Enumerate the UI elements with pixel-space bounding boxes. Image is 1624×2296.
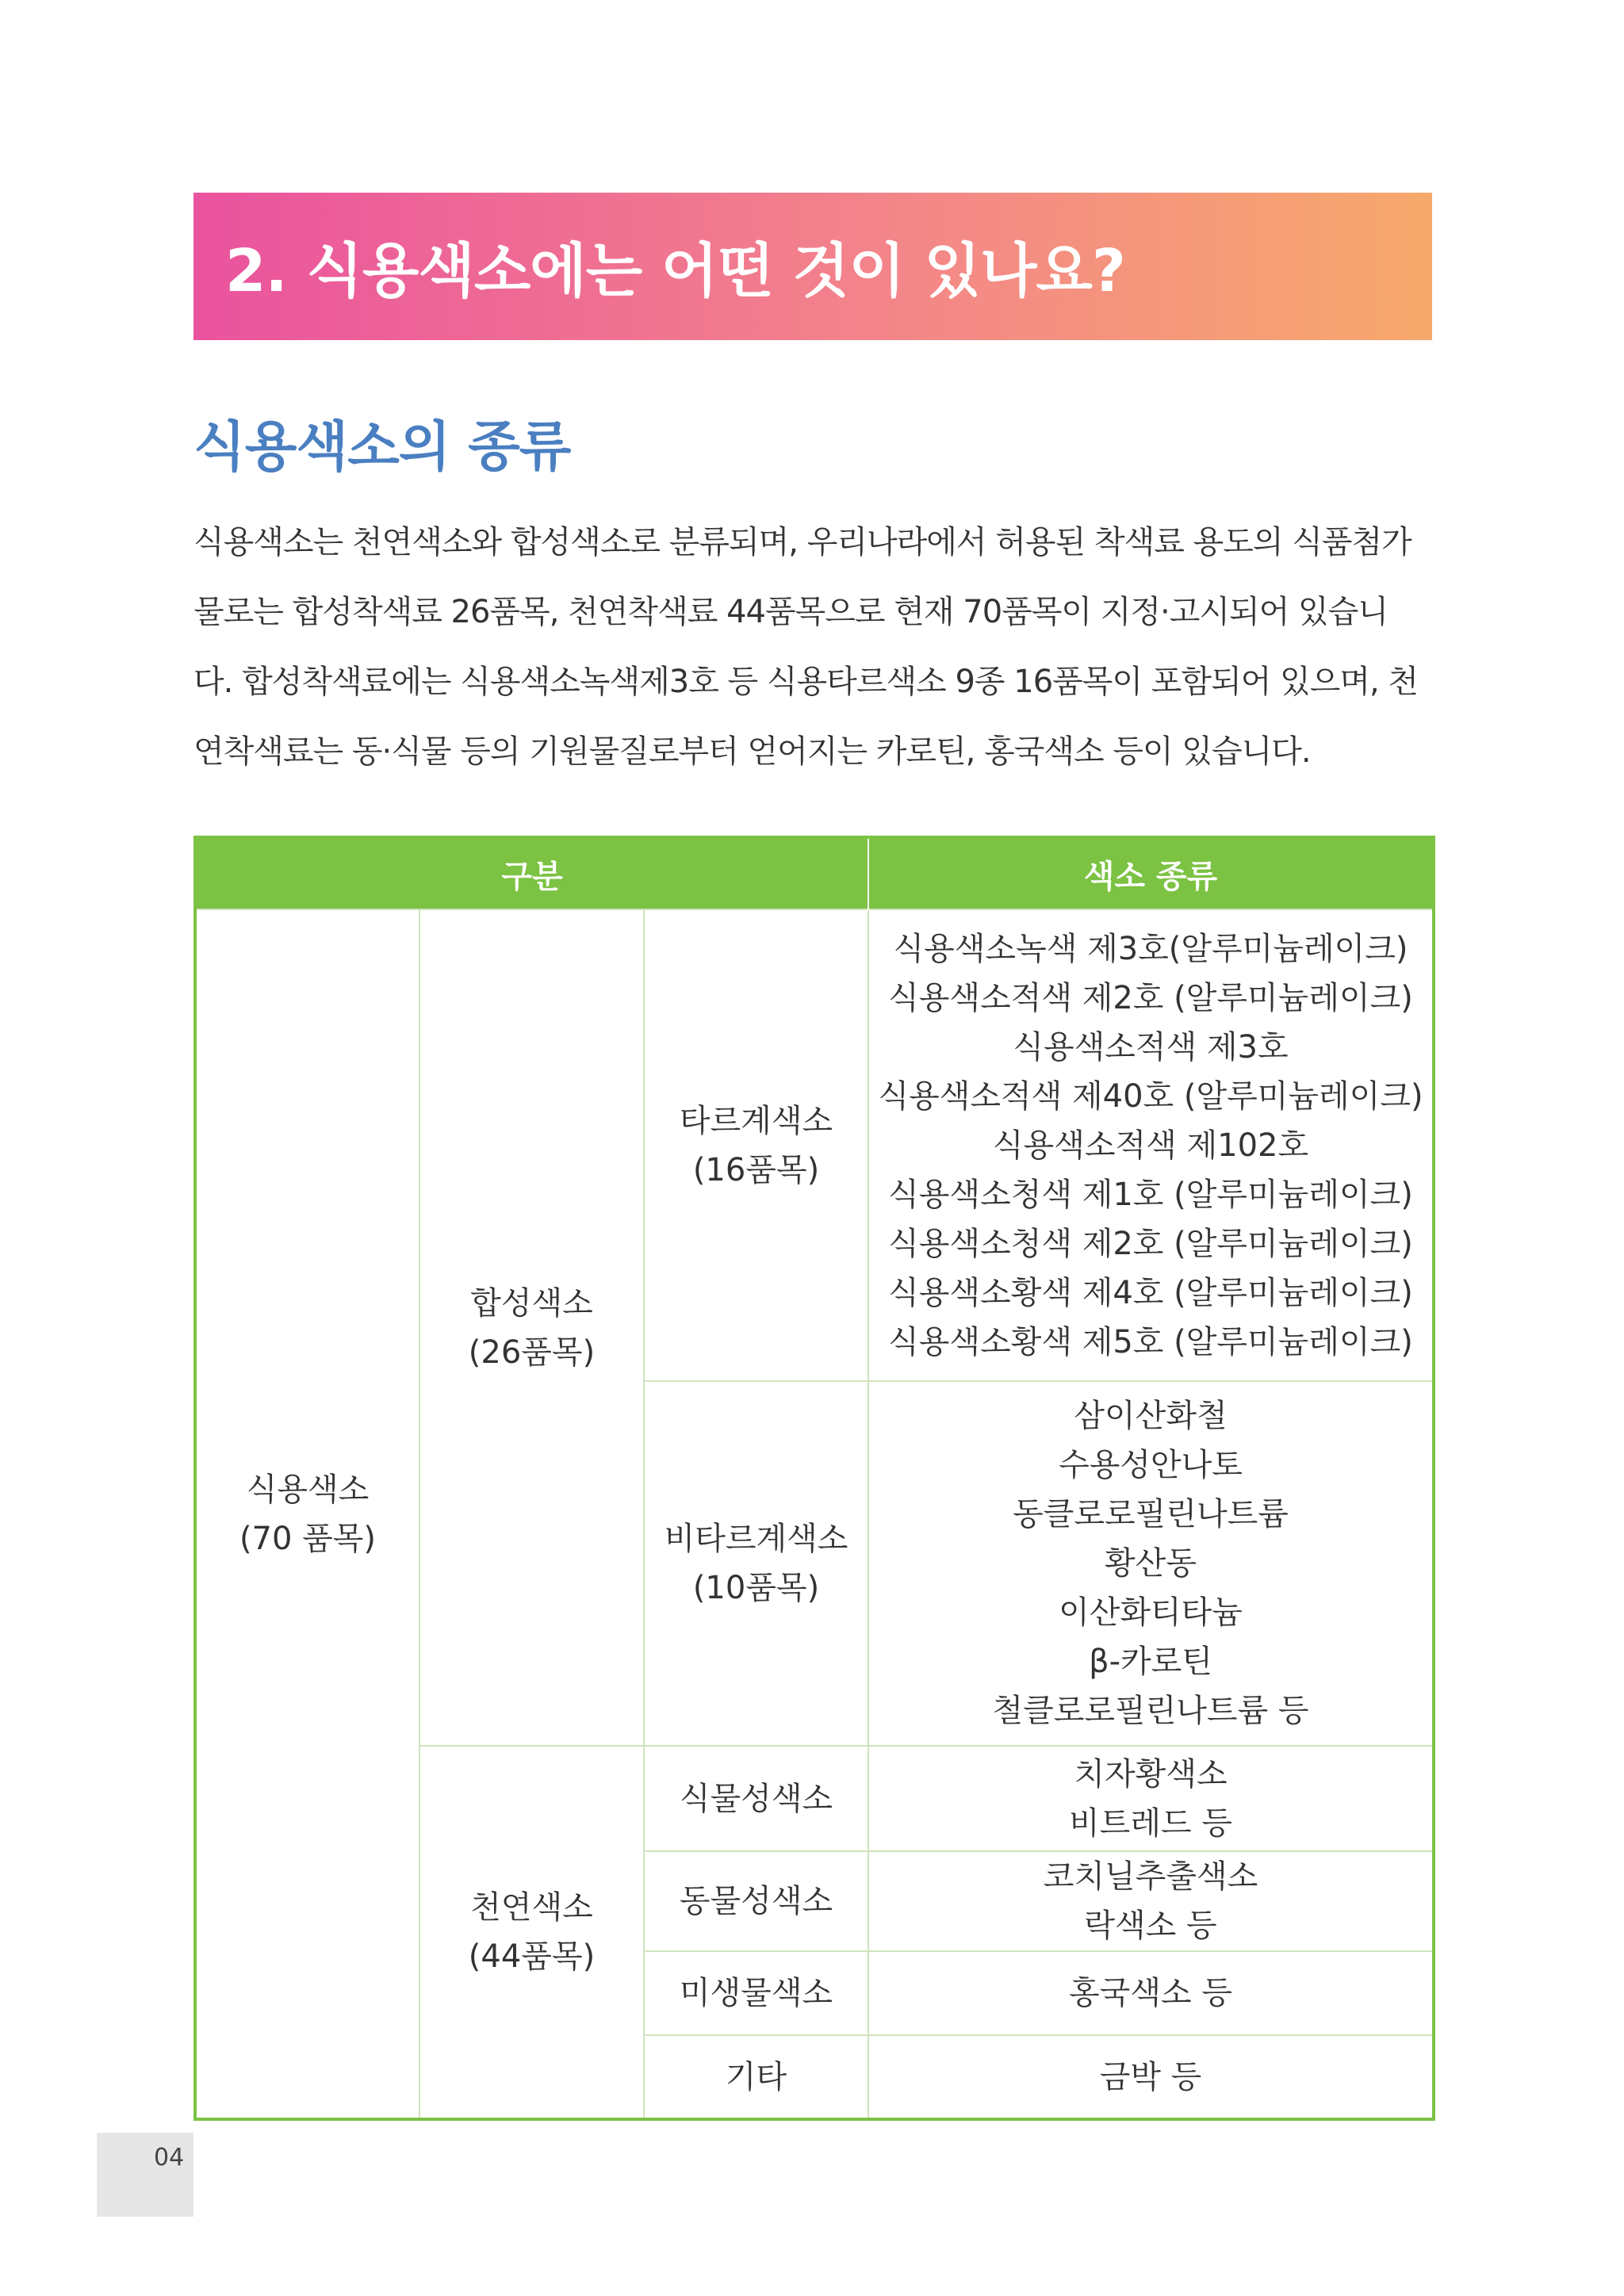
root-category-name: 식용색소 [246,1471,370,1508]
tar-label-cell [644,909,868,1381]
list-item: β-카로틴 [1089,1644,1212,1680]
banner-title: 2. 식용색소에는 어떤 것이 있나요? [225,237,1125,305]
page-number: 04 [97,2133,193,2217]
list-item: 식용색소황색 제4호 (알루미늄레이크) [888,1274,1413,1311]
pigment-table [193,836,1435,2121]
plant-label-cell: 식물성색소 [644,1746,868,1851]
list-item: 코치닐추출색소 [1043,1858,1258,1895]
tar-name: 타르계색소 [679,1102,833,1139]
nontar-label-cell [644,1381,868,1746]
list-item: 식용색소적색 제3호 [1013,1028,1289,1066]
root-category-count: (70 품목) [239,1520,377,1557]
list-item: 식용색소청색 제2호 (알루미늄레이크) [888,1225,1413,1262]
header-category: 구분 [195,837,868,909]
list-item: 식용색소녹색 제3호(알루미늄레이크) [893,930,1408,967]
animal-label-cell: 동물성색소 [644,1851,868,1951]
synthetic-cell [419,909,644,1746]
synthetic-count: (26품목) [468,1334,596,1371]
list-item: 동클로로필린나트륨 [1013,1496,1289,1533]
microbial-label-cell: 미생물색소 [644,1951,868,2035]
list-item: 이산화티타늄 [1059,1594,1243,1631]
nontar-count: (10품목) [692,1570,820,1606]
plant-items-cell [868,1746,1434,1851]
nontar-name: 비타르계색소 [664,1521,848,1557]
list-item: 철클로로필린나트륨 등 [992,1693,1309,1729]
animal-items-cell [868,1851,1434,1951]
root-category-cell [195,909,419,2119]
synthetic-name: 합성색소 [470,1284,593,1322]
table-row [195,909,1434,1381]
paragraph-line: 다. 합성착색료에는 식용색소녹색제3호 등 식용타르색소 9종 16품목이 포함되어 있으며, 천 [193,664,1419,700]
header-pigment-type: 색소 종류 [868,837,1434,909]
table-header-row [195,837,1434,909]
tar-items-cell [868,909,1434,1381]
natural-cell [419,1746,644,2119]
natural-name: 천연색소 [470,1889,593,1926]
list-item: 황산동 [1105,1545,1197,1582]
nontar-items-cell [868,1381,1434,1746]
list-item: 수용성안나토 [1059,1447,1243,1483]
list-item: 비트레드 등 [1069,1804,1232,1842]
microbial-items-cell [868,1951,1434,2035]
paragraph-line: 식용색소는 천연색소와 합성색소로 분류되며, 우리나라에서 허용된 착색료 용도의 식품첨가 [193,524,1411,561]
list-item: 식용색소적색 제2호 (알루미늄레이크) [888,979,1413,1016]
intro-paragraph [193,507,1432,786]
list-item: 식용색소청색 제1호 (알루미늄레이크) [888,1176,1413,1213]
tar-count: (16품목) [692,1151,820,1188]
list-item: 치자황색소 [1074,1755,1228,1793]
paragraph-line: 물로는 합성착색료 26품목, 천연착색료 44품목으로 현재 70품목이 지정·고시되어 있습니 [193,594,1388,630]
section-banner [193,193,1432,340]
list-item: 금박 등 [1099,2058,1202,2095]
natural-count: (44품목) [468,1938,596,1975]
list-item: 식용색소황색 제5호 (알루미늄레이크) [888,1323,1413,1360]
list-item: 식용색소적색 제40호 (알루미늄레이크) [878,1077,1423,1115]
other-items-cell [868,2035,1434,2119]
section-title: 식용색소의 종류 [193,416,571,479]
list-item: 삼이산화철 [1074,1398,1228,1434]
list-item: 락색소 등 [1084,1908,1217,1944]
other-label-cell: 기타 [644,2035,868,2119]
paragraph-line: 연착색료는 동·식물 등의 기원물질로부터 얻어지는 카로틴, 홍국색소 등이 있습니다. [193,733,1311,770]
list-item: 홍국색소 등 [1069,1975,1232,2011]
pigment-table-wrapper [193,836,1432,2121]
list-item: 식용색소적색 제102호 [992,1127,1309,1164]
